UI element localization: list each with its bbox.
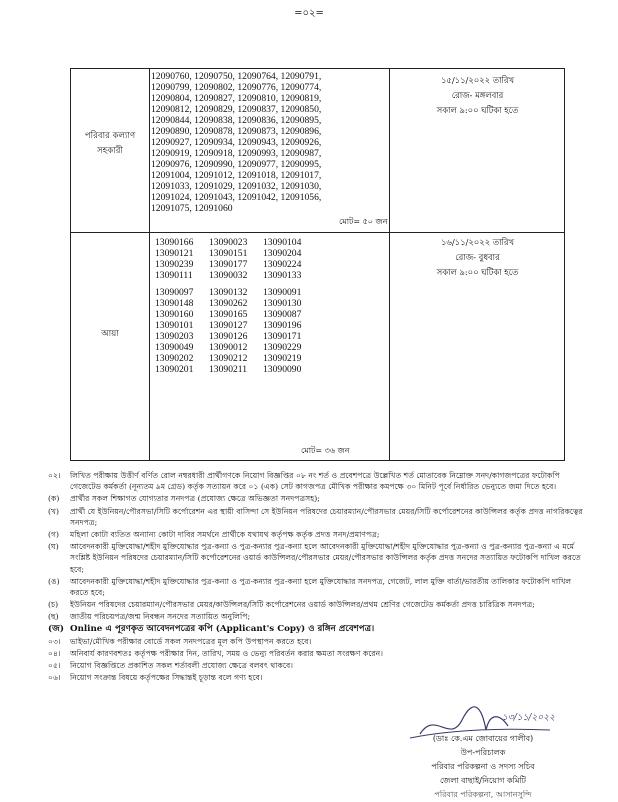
signatory-location: পরিবার পরিকল্পনা, আসানসুন্দি [434, 790, 532, 799]
condition-item [48, 529, 588, 540]
roll-grid-aya-group1 [155, 237, 317, 281]
roll-number: 13090151 [209, 248, 248, 259]
total-count: মোট= ৩৬ জন [301, 446, 350, 455]
roll-line: 12090890, 12090878, 12090873, 12090896, [151, 126, 322, 137]
roll-line: 12090844, 12090838, 12090836, 12090895, [151, 115, 322, 126]
roll-number: 13090087 [263, 309, 302, 320]
roll-number: 13090104 [263, 237, 302, 248]
roll-number: 13090126 [209, 331, 248, 342]
post-name-family-welfare-assistant [71, 129, 149, 159]
condition-item [48, 648, 588, 659]
condition-item [48, 660, 588, 671]
condition-text: Online এ পূরণকৃত আবেদনপত্রের কপি (Applicant's Copy) ও রঙ্গিন প্রবেশপত্র। [70, 623, 375, 634]
roll-line: 12090919, 12090918, 12090993, 12090987, [151, 148, 322, 159]
condition-number: (গ) [48, 530, 60, 540]
condition-text: লিখিত পরীক্ষায় উত্তীর্ণ বর্ণিত রোল নম্বরধারী প্রার্থীগণকে নিয়োগ বিজ্ঞপ্তির ০৮ নং শর্ত ও প্রবেশপত্রে উল্লেখিত শর্ত মোতাবেক নিম্নোক্ত সনদ/কাগজপত্রের ফটোকপি গেজেটেড কর্মকর্তা (নূন্যতম ৯ম গ্রেড) কর্তৃক সত্যায়ন করে ০১ (এক) সেট কাগজপত্র মৌখিক পরীক্ষার কমপক্ষে ৩০ মিনিট পূর্বে নির্ধারিত ভেন্যুতে জমা দিতে হবে। [70, 471, 560, 492]
roll-number: 13090166 [155, 237, 194, 248]
roll-row [155, 259, 317, 270]
condition-number: ০৪। [48, 649, 61, 659]
schedule-time: সকাল ৯:০০ ঘটিকা হতে [436, 267, 519, 277]
schedule-row2 [389, 235, 566, 280]
roll-number: 13090177 [209, 259, 248, 270]
roll-row [155, 270, 317, 281]
roll-line: 12091075, 12091060 [151, 203, 233, 214]
roll-number: 13090127 [209, 320, 248, 331]
condition-item [48, 470, 588, 492]
roll-line: 12090760, 12090750, 12090764, 12090791, [151, 71, 322, 82]
roll-number: 13090212 [209, 353, 248, 364]
roll-row [155, 298, 317, 309]
roll-line: 12091004, 12091012, 12091018, 12091017, [151, 170, 322, 181]
condition-text: অনিবার্য কারণবশতঃ কর্তৃপক্ষ পরীক্ষার দিন, তারিখ, সময় ও ভেন্যু পরিবর্তন করার ক্ষমতা সংরক্ষণ করেন। [70, 649, 384, 659]
condition-number: ০২। [48, 471, 61, 480]
roll-list-family-welfare-assistant [151, 71, 321, 214]
signatory-designation: উপ-পরিচালক [460, 748, 506, 757]
roll-number: 13090239 [155, 259, 194, 270]
roll-number: 13090133 [263, 270, 302, 281]
roll-number: 13090097 [155, 287, 194, 298]
signature-block [388, 732, 578, 802]
roll-number: 13090121 [155, 248, 194, 259]
roll-line: 12090976, 12090990, 12090977, 12090995, [151, 159, 322, 170]
condition-number: (খ) [48, 506, 60, 516]
roll-row [155, 309, 317, 320]
column-divider [149, 69, 150, 460]
condition-text: আবেদনকারী মুক্তিযোদ্ধা/শহীদ মুক্তিযোদ্ধার পুত্র-কন্যা ও পুত্র-কন্যার পুত্র-কন্যা হলে আবেদনকারী মুক্তিযোদ্ধা/শহীদ মুক্তিযোদ্ধার পুত্র-কন্যা ও পুত্র-কন্যার পুত্র-কন্যা এ মর্মে সংশ্লিষ্ট ইউনিয়ন পরিষদের চেয়ারম্যান/সিটি কর্পোরেশনের ওয়ার্ড কাউন্সিলর/পৌরসভার মেয়র/পৌরসভার কাউন্সিলর কর্তৃক প্রদত্ত সনদের সত্যায়িত ফটোকপি দাখিল করতে হবে; [70, 542, 581, 574]
roll-number: 13090171 [263, 331, 302, 342]
page-number: =০২= [294, 8, 324, 19]
roll-number: 13090111 [155, 270, 193, 281]
roll-line: 12090804, 12090827, 12090810, 12090819, [151, 93, 322, 104]
condition-text: নিয়োগ বিজ্ঞপ্তিতে প্রকাশিত সকল শর্তাবলী প্রযোজ্য ক্ষেত্রে বলবৎ থাকবে। [70, 661, 294, 671]
roll-number: 13090012 [209, 342, 248, 353]
condition-number: (ছ) [48, 612, 59, 622]
post-line: সহকারী [97, 146, 123, 156]
roll-number: 13090101 [155, 320, 194, 331]
schedule-row1 [389, 73, 566, 118]
condition-item [48, 636, 588, 647]
condition-number: ০৫। [48, 661, 61, 671]
condition-number: (জ) [48, 623, 64, 634]
roll-row [155, 342, 317, 353]
condition-item [48, 493, 588, 504]
post-line: পরিবার কল্যাণ [84, 131, 136, 141]
roll-number: 13090204 [263, 248, 302, 259]
condition-item [48, 541, 588, 575]
condition-number: ০৬। [48, 673, 61, 683]
signatory-committee: জেলা বাছাই/নিয়োগ কমিটি [439, 776, 527, 785]
condition-text: মহিলা কোটা ব্যতিত অন্যান্য কোটা দাবির সমর্থনে প্রার্থীকে যথাযথ কর্তৃপক্ষ কর্তৃক প্রদত্ত সনদ/প্রমাণপত্র; [70, 530, 380, 540]
condition-item [48, 624, 588, 635]
roll-line: 12091024, 12091043, 12091042, 12091056, [151, 192, 322, 203]
roll-row [155, 248, 317, 259]
condition-item [48, 672, 588, 683]
roll-number: 13090091 [263, 287, 302, 298]
post-name-aya: আয়া [101, 329, 119, 339]
roll-number: 13090203 [155, 331, 194, 342]
condition-text: নিয়োগ সংক্রান্ত বিষয়ে কর্তৃপক্ষের সিদ্ধান্তই চূড়ান্ত বলে গণ্য হবে। [70, 673, 263, 683]
roll-grid-aya-group2 [155, 287, 317, 375]
svg-text:১৩/১১/২০২২: ১৩/১১/২০২২ [502, 713, 555, 723]
row-divider [71, 232, 564, 233]
roll-number: 13090202 [155, 353, 194, 364]
roll-number: 13090219 [263, 353, 302, 364]
condition-text: জাতীয় পরিচয়পত্র/জন্ম নিবন্ধন সনদের সত্যায়িত অনুলিপি; [70, 612, 251, 622]
roll-number: 13090262 [209, 298, 248, 309]
condition-number: (ঘ) [48, 542, 59, 552]
roll-number: 13090165 [209, 309, 248, 320]
roll-row [155, 237, 317, 248]
roll-line: 12090927, 12090934, 12090943, 12090926, [151, 137, 322, 148]
conditions-list [48, 470, 588, 685]
roll-number: 13090132 [209, 287, 248, 298]
roll-line: 12090812, 12090829, 12090837, 12090850, [151, 104, 322, 115]
schedule-day: রোজ- মঙ্গলবার [451, 90, 504, 100]
roll-row [155, 364, 317, 375]
roll-number: 13090130 [263, 298, 302, 309]
condition-text: প্রার্থী যে ইউনিয়ন/পৌরসভা/সিটি কর্পোরেশন এর স্থায়ী বাসিন্দা সে ইউনিয়ন পরিষদের চেয়ারম্যান/পৌরসভার মেয়র/সিটি কর্পোরেশনের কাউন্সিলর কর্তৃক প্রদত্ত নাগরিকত্বের সনদপত্র; [70, 506, 583, 527]
roll-number: 13090160 [155, 309, 194, 320]
condition-number: (চ) [48, 600, 59, 610]
roll-number: 13090224 [263, 259, 302, 270]
roll-number: 13090201 [155, 364, 194, 375]
roll-number: 13090049 [155, 342, 194, 353]
roll-number: 13090023 [209, 237, 248, 248]
condition-text: ভাইভা/মৌখিক পরীক্ষার বোর্ডে সকল সনদপত্রের মূল কপি উপস্থাপন করতে হবে। [70, 636, 312, 646]
roll-number: 13090196 [263, 320, 302, 331]
condition-text: প্রার্থীর সকল শিক্ষাগত যোগ্যতার সনদপত্র (প্রযোজ্য ক্ষেত্রে অভিজ্ঞতা সনদপত্রসহ); [70, 494, 320, 504]
condition-item [48, 576, 588, 598]
roll-row [155, 353, 317, 364]
roll-number: 13090090 [263, 364, 302, 375]
condition-number: (ঙ) [48, 576, 60, 586]
schedule-time: সকাল ৯:০০ ঘটিকা হতে [436, 105, 519, 115]
condition-text: ইউনিয়ন পরিষদের চেয়ারম্যান/পৌরসভার মেয়র/কাউন্সিলর/সিটি কর্পোরেশনের ওয়ার্ড কাউন্সিলর/প্রথম শ্রেণির গেজেটেড কর্মকর্তা প্রদত্ত চারিত্রিক সনদপত্র; [70, 600, 535, 610]
schedule-date: ১৫/১১/২০২২ তারিখ [440, 75, 515, 85]
roll-row [155, 287, 317, 298]
roll-row [155, 331, 317, 342]
condition-number: ০৩। [48, 636, 61, 646]
condition-number: (ক) [48, 494, 60, 504]
roll-number: 13090229 [263, 342, 302, 353]
condition-item [48, 506, 588, 528]
schedule-day: রোজ- বুধবার [455, 252, 500, 262]
condition-item [48, 611, 588, 622]
signatory-name: (ডাঃ কে.এম জোবায়ের গালীব) [432, 734, 534, 743]
signatory-office: পরিবার পরিকল্পনা ও সদস্য সচিব [431, 762, 535, 771]
schedule-date: ১৬/১১/২০২২ তারিখ [440, 237, 515, 247]
total-count: মোট= ৫০ জন [339, 217, 388, 226]
results-table [70, 68, 565, 461]
roll-number: 13090211 [209, 364, 248, 375]
roll-line: 12090799, 12090802, 12090776, 12090774, [151, 82, 322, 93]
roll-number: 13090032 [209, 270, 248, 281]
condition-text: আবেদনকারী মুক্তিযোদ্ধা/শহীদ মুক্তিযোদ্ধার পুত্র-কন্যা ও পুত্র-কন্যার পুত্র-কন্যা হলে মুক্তিযোদ্ধার সনদপত্র, গেজেট, লাল মুক্তি বার্তা/ভারতীয় তালিকার ফটোকপি দাখিল করতে হবে; [70, 576, 572, 598]
roll-number: 13090148 [155, 298, 194, 309]
condition-item [48, 599, 588, 610]
roll-row [155, 320, 317, 331]
roll-line: 12091033, 12091029, 12091032, 12091030, [151, 181, 322, 192]
